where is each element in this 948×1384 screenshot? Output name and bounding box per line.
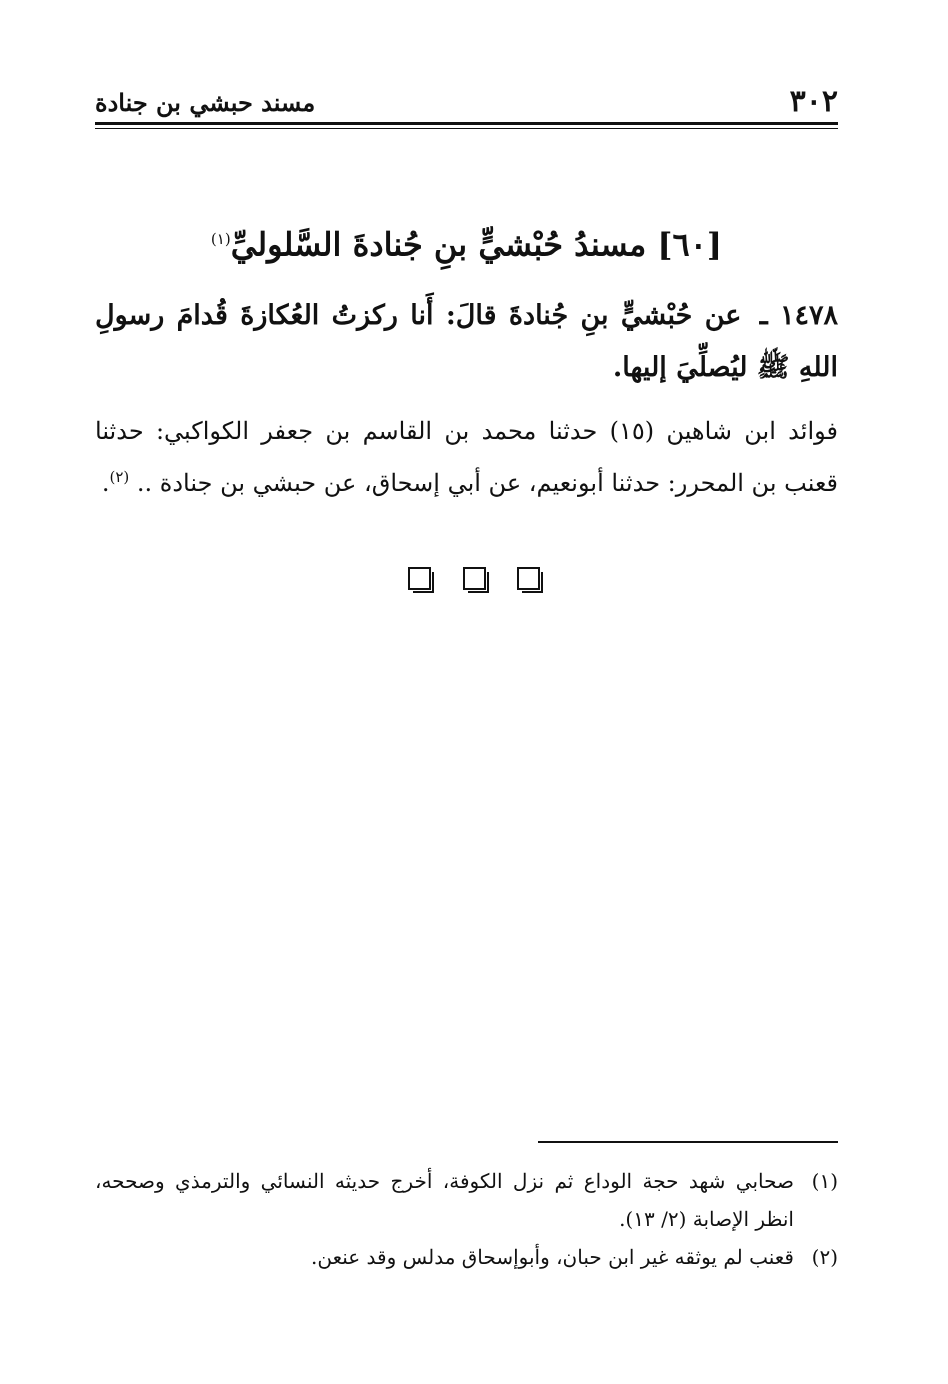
footnote-2 <box>95 1238 838 1276</box>
hadith-number: ١٤٧٨ ـ <box>759 300 838 331</box>
footnote-2-mark: (٢) <box>811 1245 838 1269</box>
square-ornament-icon <box>408 567 431 590</box>
page-number: ٣٠٢ <box>789 84 838 119</box>
running-title: مسند حبشي بن جنادة <box>95 88 316 117</box>
footnote-separator <box>538 1141 838 1143</box>
source-paragraph <box>95 408 838 506</box>
footnote-ref-2[interactable]: (٢) <box>109 468 130 486</box>
footnote-1-text: صحابي شهد حجة الوداع ثم نزل الكوفة، أخرج حديثه النسائي والترمذي وصححه، انظر الإصابة (٢/ ١٣). <box>95 1169 794 1231</box>
header-rule-thick <box>95 122 838 125</box>
footnote-2-text: قعنب لم يوثقه غير ابن حبان، وأبوإسحاق مدلس وقد عنعن. <box>311 1245 794 1269</box>
square-ornament-icon <box>463 567 486 590</box>
section-heading <box>95 214 838 270</box>
header-rule-thin <box>95 128 838 129</box>
section-end-ornament <box>0 567 948 594</box>
hadith-text: عن حُبْشيٍّ بنِ جُنادةَ قالَ: أَنا ركزتُ العُكازةَ قُدامَ رسولِ اللهِ ﷺ ليُصلِّيَ إليها. <box>95 300 838 383</box>
footnote-1 <box>95 1162 838 1238</box>
running-header <box>95 82 838 122</box>
source-end: . <box>101 469 110 497</box>
source-text: فوائد ابن شاهين (١٥) حدثنا محمد بن القاسم بن جعفر الكواكبي: حدثنا قعنب بن المحرر: حدثنا أبونعيم، عن أبي إسحاق، عن حبشي بن جنادة .. <box>95 417 838 497</box>
footnote-1-mark: (١) <box>811 1169 838 1193</box>
section-heading-text: [٦٠] مسندُ حُبْشيٍّ بنِ جُنادةَ السَّلوليِّ <box>230 225 723 264</box>
footnotes <box>95 1162 838 1276</box>
square-ornament-icon <box>517 567 540 590</box>
footnote-ref-1[interactable]: (١) <box>210 230 231 248</box>
hadith-paragraph <box>95 290 838 394</box>
